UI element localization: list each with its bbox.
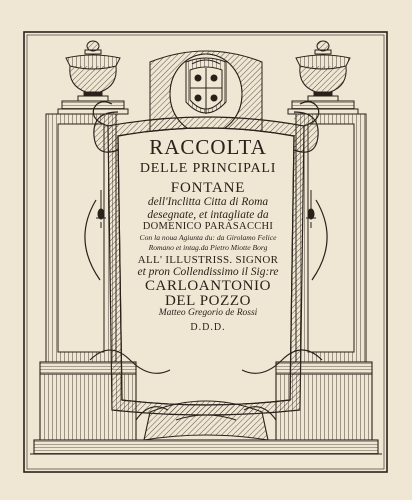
- dedication-mark: D.D.D.: [190, 321, 226, 333]
- left-urn: [66, 41, 120, 101]
- subtitle-designed: desegnate, et intagliate da: [147, 208, 269, 221]
- title-raccolta: RACCOLTA: [149, 135, 267, 159]
- dedication-line: ALL' ILLUSTRISS. SIGNOR: [137, 253, 279, 266]
- subtitle-city: dell'Inclitta Citta di Roma: [147, 196, 269, 208]
- engraver-note: Romano et intag.da Pietro Miotte Borg: [148, 243, 268, 253]
- right-urn: [296, 41, 350, 101]
- publisher-name: Matteo Gregorio de Rossi: [158, 308, 258, 319]
- dedicatee-surname: DEL POZZO: [164, 293, 252, 310]
- addition-note: Con la noua Agiunta du: da Girolamo Felice: [139, 232, 277, 242]
- author-name: DOMENICO PARASACCHI: [142, 221, 274, 232]
- title-inscription: [120, 137, 296, 333]
- dedication-honorific: et pron Collendissimo il Sig:re: [137, 265, 279, 278]
- dedicatee-name: CARLOANTONIO: [144, 278, 272, 295]
- title-delle-principali: DELLE PRINCIPALI: [139, 161, 277, 176]
- title-fontane: FONTANE: [170, 180, 246, 196]
